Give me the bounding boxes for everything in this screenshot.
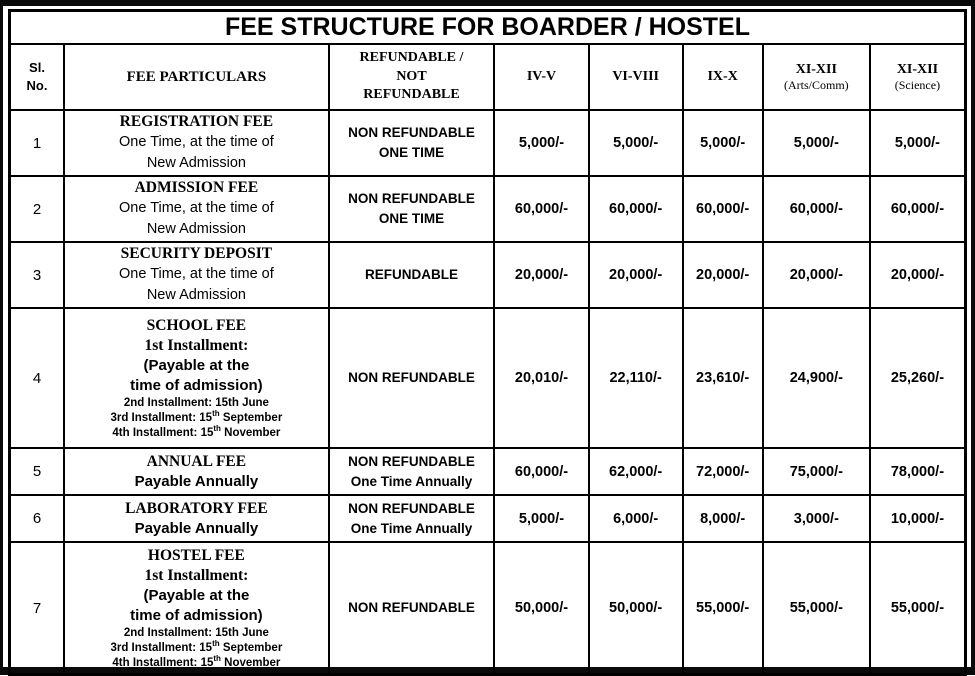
- fee-desc-line2: New Admission: [146, 221, 246, 237]
- fee-name: ADMISSION FEE: [134, 179, 259, 196]
- sl-no-cell: 2: [10, 176, 64, 242]
- sl-no-cell: 1: [10, 110, 64, 176]
- title-row: [10, 11, 966, 45]
- installment-3-text: 3rd Installment: 15: [110, 411, 213, 424]
- fee-value-cell: 5,000/-: [683, 110, 763, 176]
- refundable-cell: [329, 176, 494, 242]
- fee-value-cell: 20,000/-: [589, 242, 683, 308]
- fee-value-cell: 5,000/-: [589, 110, 683, 176]
- fee-value-cell: 60,000/-: [589, 176, 683, 242]
- refundable-cell: [329, 495, 494, 542]
- payable-line2: time of admission): [130, 376, 263, 394]
- fee-value-cell: 22,110/-: [589, 308, 683, 448]
- fee-desc-line1: One Time, at the time of: [119, 200, 274, 216]
- col-header-refundable-line3: REFUNDABLE: [363, 87, 460, 103]
- table-row-admission-fee: [10, 176, 966, 242]
- payable-line1: (Payable at the: [143, 356, 250, 374]
- col-header-ix-x: IX-X: [683, 44, 763, 110]
- fee-value-cell: 20,000/-: [494, 242, 589, 308]
- refundable-line1: NON REFUNDABLE: [348, 370, 475, 386]
- table-row-registration-fee: [10, 110, 966, 176]
- installment-2-line: 2nd Installment: 15th June: [123, 626, 269, 639]
- fee-value-cell: 72,000/-: [683, 448, 763, 495]
- fee-value-cell: 24,900/-: [763, 308, 870, 448]
- fee-value-cell: 60,000/-: [763, 176, 870, 242]
- fee-desc-line1: One Time, at the time of: [119, 134, 274, 150]
- fee-value-cell: 5,000/-: [494, 110, 589, 176]
- col-header-xi-xii-arts-comm: [763, 44, 870, 110]
- refundable-line2: ONE TIME: [378, 145, 445, 160]
- fee-name: HOSTEL FEE: [147, 546, 245, 564]
- refundable-line1: REFUNDABLE: [364, 267, 458, 283]
- sl-no-cell: 5: [10, 448, 64, 495]
- installment-3-month: September: [219, 641, 283, 654]
- fee-value-cell: 20,010/-: [494, 308, 589, 448]
- refundable-line1: NON REFUNDABLE: [348, 600, 475, 616]
- fee-value-cell: 3,000/-: [763, 495, 870, 542]
- fee-particulars-cell: [64, 110, 329, 176]
- table-row-security-deposit: [10, 242, 966, 308]
- col-header-sl-line2: No.: [26, 78, 48, 93]
- fee-particulars-cell: [64, 242, 329, 308]
- fee-particulars-cell: [64, 176, 329, 242]
- fee-name: SCHOOL FEE: [146, 316, 247, 334]
- fee-particulars-cell: [64, 308, 329, 448]
- col-header-refundable-line2: NOT: [396, 68, 427, 84]
- sl-no-cell: 4: [10, 308, 64, 448]
- col-header-sl-line1: Sl.: [29, 60, 45, 76]
- refundable-line1: NON REFUNDABLE: [348, 125, 475, 141]
- refundable-line2: One Time Annually: [350, 473, 473, 489]
- fee-structure-table: [8, 9, 967, 676]
- refundable-line1: NON REFUNDABLE: [348, 453, 475, 469]
- ordinal-superscript: th: [213, 653, 221, 663]
- sl-no-cell: 3: [10, 242, 64, 308]
- col-header-xi-xii-arts-sub: (Arts/Comm): [783, 77, 849, 92]
- col-header-refundable: [329, 44, 494, 110]
- payable-line1: (Payable at the: [143, 586, 250, 604]
- installment-4-month: November: [220, 426, 281, 439]
- installment-4-text: 4th Installment: 15: [112, 426, 214, 439]
- fee-value-cell: 55,000/-: [683, 542, 763, 675]
- fee-value-cell: 55,000/-: [870, 542, 966, 675]
- table-row-hostel-fee: [10, 542, 966, 675]
- fee-name: ANNUAL FEE: [146, 452, 247, 470]
- fee-value-cell: 78,000/-: [870, 448, 966, 495]
- installment-4-text: 4th Installment: 15: [112, 656, 214, 669]
- col-header-xi-xii-science-title: XI-XII: [896, 61, 939, 77]
- fee-value-cell: 60,000/-: [870, 176, 966, 242]
- refundable-cell: [329, 542, 494, 675]
- fee-value-cell: 20,000/-: [870, 242, 966, 308]
- fee-value-cell: 75,000/-: [763, 448, 870, 495]
- installment-1-line: 1st Installment:: [144, 336, 249, 354]
- column-header-row: [10, 44, 966, 110]
- fee-value-cell: 20,000/-: [683, 242, 763, 308]
- col-header-iv-v: IV-V: [494, 44, 589, 110]
- ordinal-superscript: th: [213, 423, 221, 433]
- fee-desc-line1: Payable Annually: [134, 472, 259, 490]
- col-header-fee-particulars: FEE PARTICULARS: [64, 44, 329, 110]
- fee-desc-line2: New Admission: [146, 287, 246, 303]
- col-header-xi-xii-science-sub: (Science): [894, 77, 941, 92]
- fee-value-cell: 62,000/-: [589, 448, 683, 495]
- sl-no-cell: 6: [10, 495, 64, 542]
- fee-value-cell: 50,000/-: [494, 542, 589, 675]
- ordinal-superscript: th: [212, 408, 220, 418]
- fee-value-cell: 6,000/-: [589, 495, 683, 542]
- installment-4-month: November: [220, 656, 281, 669]
- refundable-line2: ONE TIME: [378, 211, 445, 226]
- fee-desc-line1: Payable Annually: [134, 519, 259, 537]
- fee-value-cell: 5,000/-: [494, 495, 589, 542]
- fee-value-cell: 10,000/-: [870, 495, 966, 542]
- fee-name: REGISTRATION FEE: [119, 113, 274, 130]
- col-header-xi-xii-science: [870, 44, 966, 110]
- refundable-line2: One Time Annually: [350, 520, 473, 536]
- fee-particulars-cell: [64, 495, 329, 542]
- fee-value-cell: 50,000/-: [589, 542, 683, 675]
- sl-no-cell: 7: [10, 542, 64, 675]
- installment-1-line: 1st Installment:: [144, 566, 249, 584]
- installment-3-text: 3rd Installment: 15: [110, 641, 213, 654]
- refundable-cell: [329, 448, 494, 495]
- page-title: FEE STRUCTURE FOR BOARDER / HOSTEL: [10, 11, 966, 45]
- col-header-xi-xii-arts-title: XI-XII: [795, 61, 837, 77]
- fee-name: LABORATORY FEE: [125, 499, 268, 517]
- fee-value-cell: 5,000/-: [763, 110, 870, 176]
- refundable-line1: NON REFUNDABLE: [348, 191, 475, 207]
- fee-value-cell: 20,000/-: [763, 242, 870, 308]
- installment-4-line: [67, 653, 326, 671]
- fee-value-cell: 55,000/-: [763, 542, 870, 675]
- table-row-school-fee: [10, 308, 966, 448]
- fee-desc-line1: One Time, at the time of: [119, 266, 274, 282]
- payable-line2: time of admission): [130, 606, 263, 624]
- installment-3-month: September: [219, 411, 283, 424]
- fee-value-cell: 8,000/-: [683, 495, 763, 542]
- col-header-vi-viii: VI-VIII: [589, 44, 683, 110]
- fee-name: SECURITY DEPOSIT: [120, 245, 273, 262]
- table-row-laboratory-fee: [10, 495, 966, 542]
- table-row-annual-fee: [10, 448, 966, 495]
- fee-particulars-cell: [64, 542, 329, 675]
- ordinal-superscript: th: [212, 638, 220, 648]
- installment-4-line: [67, 423, 326, 441]
- fee-value-cell: 23,610/-: [683, 308, 763, 448]
- refundable-cell: [329, 110, 494, 176]
- col-header-refundable-line1: REFUNDABLE /: [359, 49, 464, 65]
- fee-value-cell: 5,000/-: [870, 110, 966, 176]
- installment-3-line: [67, 408, 326, 426]
- refundable-cell: [329, 308, 494, 448]
- fee-value-cell: 60,000/-: [494, 176, 589, 242]
- installment-3-line: [67, 638, 326, 656]
- col-header-sl-no: [10, 44, 64, 110]
- fee-value-cell: 60,000/-: [494, 448, 589, 495]
- fee-value-cell: 60,000/-: [683, 176, 763, 242]
- refundable-cell: [329, 242, 494, 308]
- fee-value-cell: 25,260/-: [870, 308, 966, 448]
- fee-desc-line2: New Admission: [146, 155, 246, 171]
- installment-2-line: 2nd Installment: 15th June: [123, 396, 269, 409]
- fee-particulars-cell: [64, 448, 329, 495]
- refundable-line1: NON REFUNDABLE: [348, 500, 475, 516]
